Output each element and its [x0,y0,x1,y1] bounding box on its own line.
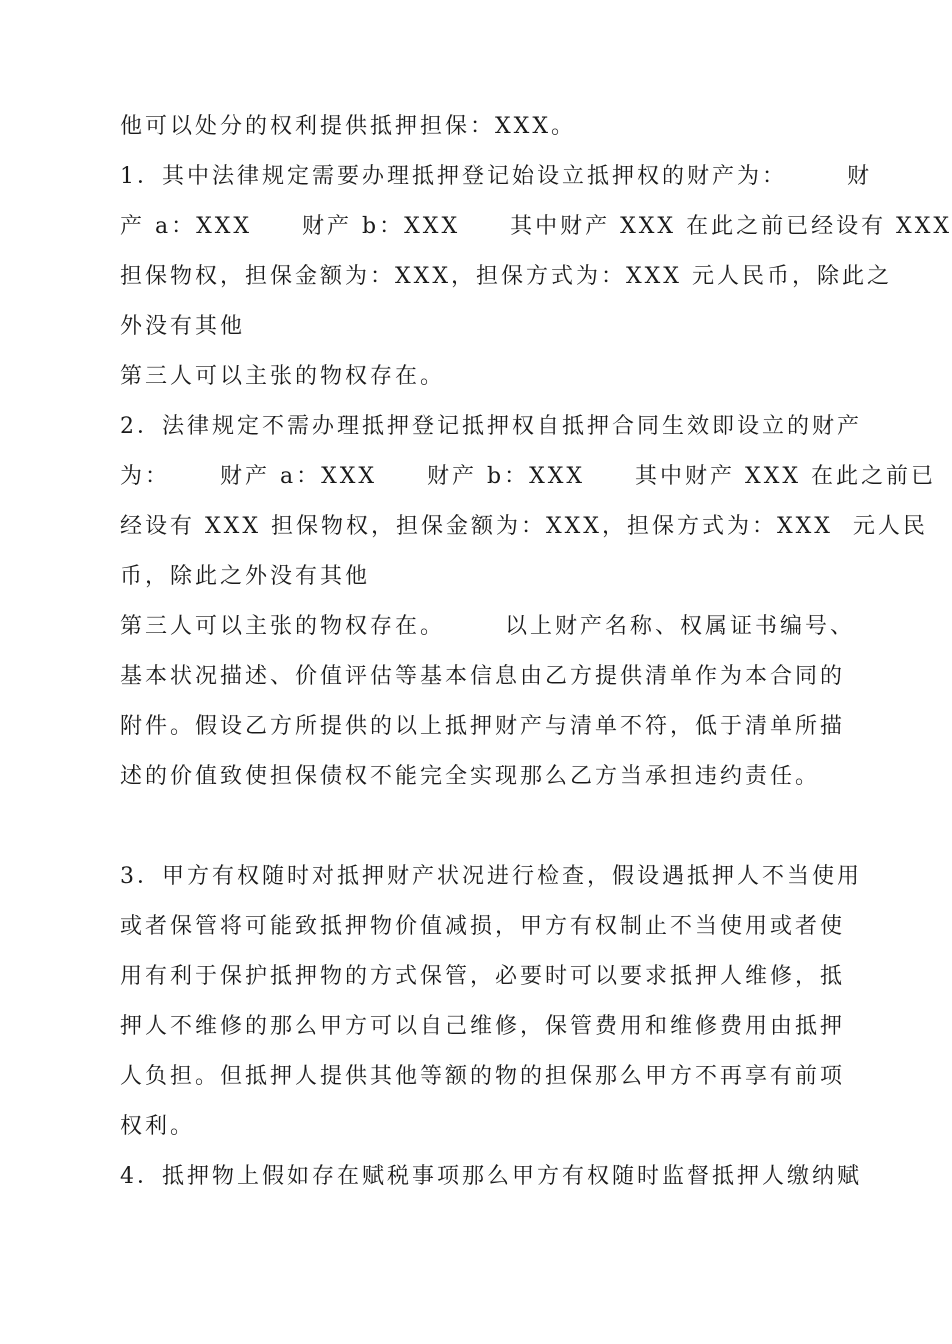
text-line: 1．其中法律规定需要办理抵押登记始设立抵押权的财产为： 财 [120,164,872,189]
text-line: 3．甲方有权随时对抵押财产状况进行检查，假设遇抵押人不当使用 [120,864,862,889]
text-line: 担保物权，担保金额为：XXX，担保方式为：XXX 元人民币，除此之 [120,264,892,289]
text-line: 第三人可以主张的物权存在。 以上财产名称、权属证书编号、 [120,614,855,639]
text-line: 押人不维修的那么甲方可以自己维修，保管费用和维修费用由抵押 [120,1014,846,1039]
text-line: 为： 财产 a：XXX 财产 b：XXX 其中财产 XXX 在此之前已 [120,464,937,489]
text-line: 述的价值致使担保债权不能完全实现那么乙方当承担违约责任。 [120,764,821,789]
text-line: 权利。 [120,1114,196,1139]
text-line: 产 a：XXX 财产 b：XXX 其中财产 XXX 在此之前已经设有 XXX [120,214,952,239]
text-line: 人负担。但抵押人提供其他等额的物的担保那么甲方不再享有前项 [120,1064,846,1089]
text-line: 基本状况描述、价值评估等基本信息由乙方提供清单作为本合同的 [120,664,846,689]
text-line: 第三人可以主张的物权存在。 [120,364,446,389]
text-line: 4．抵押物上假如存在赋税事项那么甲方有权随时监督抵押人缴纳赋 [120,1164,862,1189]
text-line: 他可以处分的权利提供抵押担保：XXX。 [120,114,576,139]
text-line: 币，除此之外没有其他 [120,564,371,589]
text-line: 或者保管将可能致抵押物价值减损，甲方有权制止不当使用或者使 [120,914,846,939]
text-line: 2．法律规定不需办理抵押登记抵押权自抵押合同生效即设立的财产 [120,414,862,439]
text-line: 附件。假设乙方所提供的以上抵押财产与清单不符，低于清单所描 [120,714,846,739]
text-line: 用有利于保护抵押物的方式保管，必要时可以要求抵押人维修，抵 [120,964,846,989]
text-line: 外没有其他 [120,314,246,339]
text-line: 经设有 XXX 担保物权，担保金额为：XXX，担保方式为：XXX 元人民 [120,514,928,539]
